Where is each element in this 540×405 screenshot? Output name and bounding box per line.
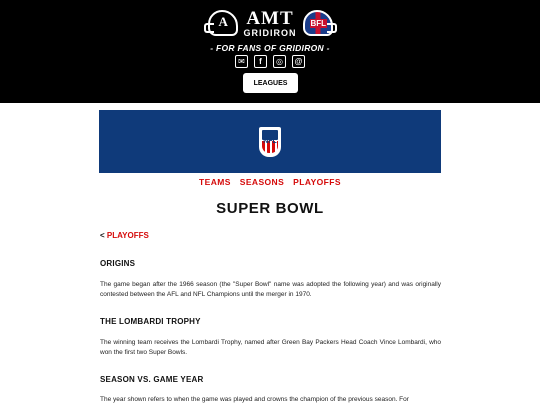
mail-icon[interactable]: ✉: [235, 55, 248, 68]
nfl-shield-icon: [259, 127, 281, 157]
tagline: - FOR FANS OF GRIDIRON -: [210, 43, 330, 53]
site-logo[interactable]: [0, 8, 540, 38]
helmet-letter: BFL: [310, 19, 327, 28]
section-text: The year shown refers to when the game was played and crowns the champion of the previous season. For: [100, 396, 409, 403]
page-title: SUPER BOWL: [216, 200, 324, 217]
leagues-button[interactable]: LEAGUES: [243, 73, 298, 93]
instagram-icon[interactable]: ◎: [273, 55, 286, 68]
section-heading: ORIGINS: [100, 259, 136, 268]
nfl-logo-text: NFL: [263, 137, 277, 145]
section-origins: [100, 259, 441, 300]
brand-bottom: GRIDIRON: [243, 27, 297, 38]
subnav-seasons[interactable]: SEASONS: [239, 177, 285, 187]
social-links: [0, 55, 540, 68]
section-heading: SEASON VS. GAME YEAR: [100, 375, 204, 384]
bfl-helmet-icon: [303, 10, 333, 36]
section-text: The game began after the 1966 season (the "Super Bowl" name was adopted the following year) and was originally contested between the AFL and NFL Champions until the merger in 1970.: [100, 281, 441, 298]
back-link-label[interactable]: PLAYOFFS: [106, 231, 149, 240]
section-lombardi-trophy: [100, 317, 441, 358]
back-arrow-icon: <: [100, 231, 105, 240]
helmet-letter: A: [218, 14, 228, 29]
threads-icon[interactable]: @: [292, 55, 305, 68]
subnav-playoffs[interactable]: PLAYOFFS: [293, 177, 341, 187]
section-text: The winning team receives the Lombardi Trophy, named after Green Bay Packers Head Coach Vince Lombardi, who won the first two Super Bowls.: [100, 339, 441, 356]
subnav-teams[interactable]: TEAMS: [199, 177, 231, 187]
facebook-icon[interactable]: f: [254, 55, 267, 68]
amt-helmet-icon: [208, 10, 238, 36]
brand-top: AMT: [246, 7, 294, 29]
brand-wordmark: [244, 9, 297, 38]
section-heading: THE LOMBARDI TROPHY: [100, 317, 201, 326]
back-to-playoffs-link[interactable]: [100, 231, 149, 240]
sub-navigation: [0, 177, 540, 187]
nfl-banner: [99, 110, 441, 173]
section-season-vs-game-year: [100, 375, 441, 405]
site-header: [0, 0, 540, 103]
